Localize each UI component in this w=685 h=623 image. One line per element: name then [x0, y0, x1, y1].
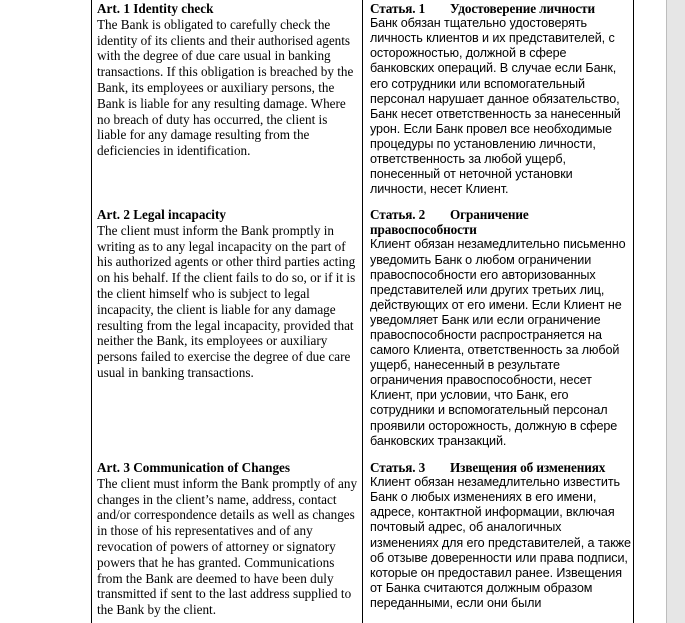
article-en-3 [97, 460, 359, 618]
article-title [370, 460, 632, 475]
article-text: Клиент обязан незамедлительно письменно уведомить Банк о любом ограничении правоспособности его авторизованных представителей или других третьих лиц, действующих от его имени. Если Клиент не уведомляет Банк или если ограничение правоспособности распространяется на самого Клиента, ответственность за любой ущерб, нанесенный в результате ограничения правоспособности, несет Клиент, при условии, что Банк, его сотрудники и вспомогательный персонал проявили осторожность, должную в сфере банковских транзакций. [370, 237, 626, 448]
article-title: Art. 1 Identity check [97, 1, 214, 16]
article-title: Art. 3 Communication of Changes [97, 460, 291, 475]
article-ru-3 [370, 460, 632, 611]
english-column [97, 0, 359, 623]
russian-column [370, 0, 632, 623]
article-text: Клиент обязан незамедлительно известить Банк о любых изменениях в его имени, адресе, контактной информации, включая почтовый адрес, об аналогичных изменениях для его представителей, а также об отзыве доверенности или права подписи, которые он предоставил ранее. Извещения от Банка считаются должным образом переданными, если они были [370, 475, 631, 610]
article-title [370, 207, 632, 237]
article-text: The client must inform the Bank promptly of any changes in the client’s name, address, contact and/or correspondence details as well as changes in those of his representatives and of any revocation of powers of attorney or signatory powers that he has granted. Communications from the Bank are deemed to have been duly transmitted if sent to the last address supplied to the Bank by the client. [97, 475, 358, 618]
article-heading: Извещения об изменениях [450, 460, 606, 475]
viewer-margin [667, 0, 685, 623]
article-text: The Bank is obligated to carefully check the identity of its clients and their authorised agents with the degree of due care usual in banking transactions. If this obligation is breached by the Bank, its employees or auxiliary persons, the Bank is liable for any resulting damage. Where no breach of duty has occurred, the client is liable for any damage resulting from the deficiencies in identification. [97, 16, 354, 159]
article-ru-2 [370, 207, 632, 449]
article-title [370, 1, 632, 16]
article-heading: Удостоверение личности [450, 1, 595, 16]
article-number: Статья. 3 [370, 460, 426, 475]
article-title: Art. 2 Legal incapacity [97, 207, 226, 222]
article-en-1 [97, 1, 359, 159]
article-number: Статья. 2 [370, 207, 426, 222]
article-heading: Ограничение правоспособности [370, 207, 529, 238]
article-text: The client must inform the Bank promptly in writing as to any legal incapacity on the part of his authorized agents or other third parties acting on his behalf. If the client fails to do so, or if it is the client himself who is subject to legal incapacity, the client is liable for any damage resulting from the legal incapacity, provided that neither the Bank, its employees or auxiliary persons failed to exercise the degree of due care usual in banking transactions. [97, 222, 356, 380]
article-ru-1 [370, 1, 632, 197]
article-en-2 [97, 207, 359, 381]
article-text: Банк обязан тщательно удостоверять личность клиентов и их представителей, с осторожностью, должной в сфере банковских операций. В случае если Банк, его сотрудники или вспомогательный персонал нарушает данное обязательство, Банк несет ответственность за нанесенный урон. Если Банк провел все необходимые процедуры по установлению личности, ответственность за любой ущерб, понесенный от неточной установки личности, несет Клиент. [370, 16, 621, 197]
table-border-left [91, 0, 92, 623]
table-border-middle [362, 0, 363, 623]
table-border-right [633, 0, 634, 623]
article-number: Статья. 1 [370, 1, 426, 16]
